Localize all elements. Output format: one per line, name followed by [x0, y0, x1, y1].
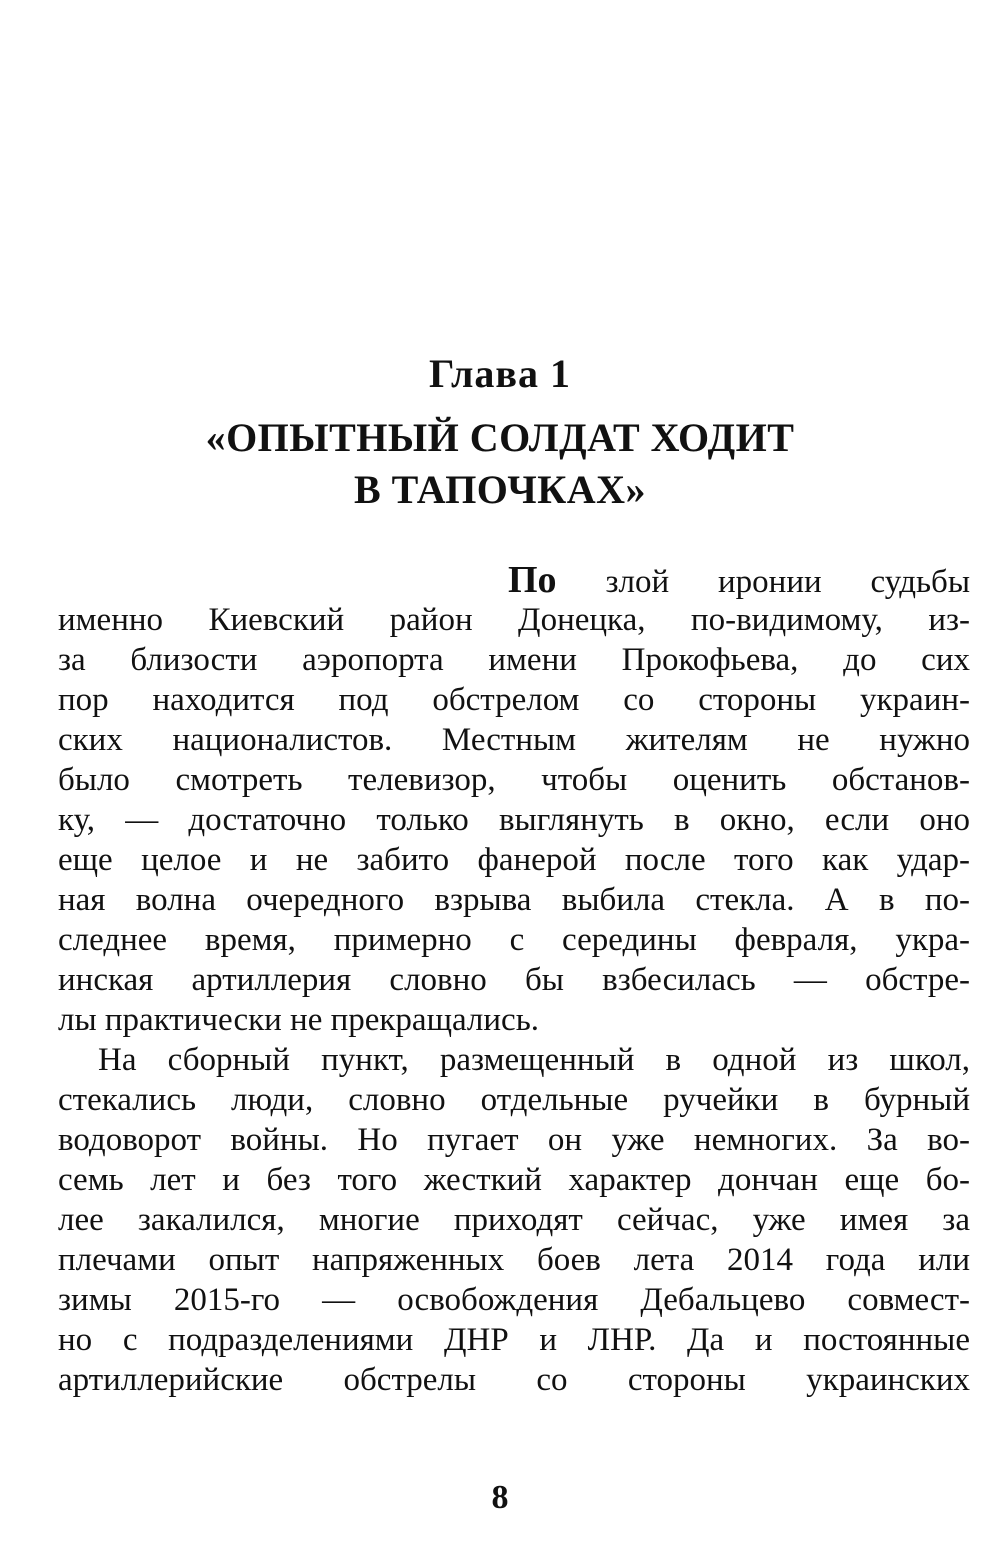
text-line: зимы 2015-го — освобождения Дебальцево совмест-	[58, 1282, 970, 1318]
chapter-title	[0, 412, 1000, 516]
text-line: было смотреть телевизор, чтобы оценить обстанов-	[58, 762, 970, 798]
chapter-label: Глава 1	[429, 351, 571, 396]
text-line	[58, 560, 970, 600]
text-line: за близости аэропорта имени Прокофьева, до сих	[58, 642, 970, 678]
paragraph-2	[58, 1040, 970, 1400]
page-number: 8	[491, 1479, 509, 1516]
text-line: водоворот войны. Но пугает он уже немногих. За во-	[58, 1122, 970, 1158]
drop-cap: По	[508, 559, 557, 601]
text-line: пор находится под обстрелом со стороны украин-	[58, 682, 970, 718]
text-line: стекались люди, словно отдельные ручейки в бурный	[58, 1082, 970, 1118]
chapter-title-line: «ОПЫТНЫЙ СОЛДАТ ХОДИТ	[205, 415, 795, 460]
text-line-rest: злой иронии судьбы	[556, 564, 970, 600]
text-line: лее закалился, многие приходят сейчас, уже имея за	[58, 1202, 970, 1238]
text-line: лы практически не прекращались.	[58, 1002, 539, 1038]
text-line: ная волна очередного взрыва выбила стекла. А в по-	[58, 882, 970, 918]
text-line: еще целое и не забито фанерой после того как удар-	[58, 842, 970, 878]
text-line: семь лет и без того жесткий характер дончан еще бо-	[58, 1162, 970, 1198]
text-line: следнее время, примерно с середины февраля, укра-	[58, 922, 970, 958]
text-line: На сборный пункт, размещенный в одной из школ,	[98, 1042, 970, 1078]
paragraph-1	[58, 560, 970, 1040]
text-line: артиллерийские обстрелы со стороны украинских	[58, 1362, 970, 1398]
body-text	[58, 560, 970, 1400]
text-line: инская артиллерия словно бы взбесилась — обстре-	[58, 962, 970, 998]
text-line: но с подразделениями ДНР и ЛНР. Да и постоянные	[58, 1322, 970, 1358]
text-line: именно Киевский район Донецка, по-видимому, из-	[58, 602, 970, 638]
chapter-title-line: В ТАПОЧКАХ»	[353, 467, 647, 512]
text-line: ских националистов. Местным жителям не нужно	[58, 722, 970, 758]
text-line: ку, — достаточно только выглянуть в окно, если оно	[58, 802, 970, 838]
text-line: плечами опыт напряженных боев лета 2014 года или	[58, 1242, 970, 1278]
